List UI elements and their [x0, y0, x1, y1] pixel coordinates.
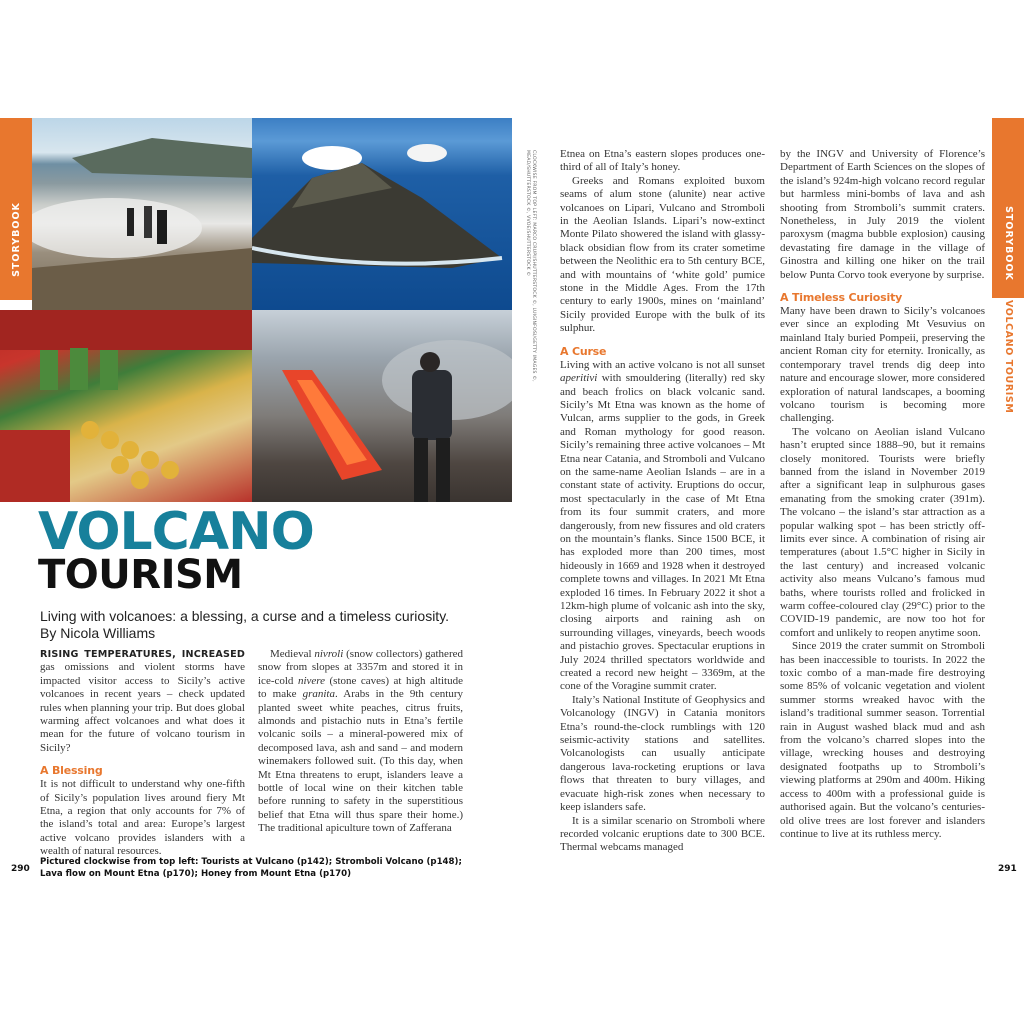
credit-line: MEAD/SHUTTERSTOCK ©, VVOE/SHUTTERSTOCK ©: [525, 150, 530, 277]
page-number-left: 290: [11, 864, 30, 874]
section-heading: A Blessing: [40, 764, 103, 778]
paragraph: [560, 694, 765, 815]
section-tab-left: [0, 118, 32, 300]
paragraph: [560, 148, 765, 175]
section-tab-right: [992, 118, 1024, 298]
text-run: Etnea on Etna’s eastern slopes produces one-third of all of Italy’s honey.: [560, 148, 765, 174]
running-section-label: [992, 300, 1024, 420]
paragraph: [780, 305, 985, 426]
text-run: It is a similar scenario on Stromboli where recorded volcanic eruptions date to 300 BCE. Thermal webcams managed: [560, 814, 765, 854]
text-column-2: [258, 648, 463, 836]
article-title-line2: TOURISM: [38, 552, 243, 598]
photo-stromboli: [252, 118, 512, 310]
tab-label: STORYBOOK: [1002, 205, 1014, 281]
section-label: VOLCANO TOURISM: [1003, 300, 1014, 414]
article-title-line1: VOLCANO: [38, 502, 314, 562]
text-column-3: [560, 148, 765, 855]
text-run: (stone caves) at high altitude to make: [258, 674, 463, 701]
paragraph: [780, 640, 985, 841]
paragraph: [40, 648, 245, 755]
photo-tourists-vulcano: [32, 118, 252, 310]
text-run: Medieval: [270, 648, 315, 660]
text-run: by the INGV and University of Florence’s Department of Earth Sciences on the slopes of the island’s 924m-high volcano record regular but harmless mini-bombs of lava and ash shooting from Stromboli’s summit craters. Nonetheless, in July 2019 the violent paroxysm (magma bubble explosion) causing devastating fire damage in the village of Ginostra and killing one hiker on the trail below Punta Corvo took everyone by surprise.: [780, 148, 985, 281]
section-heading: A Timeless Curiosity: [780, 291, 903, 305]
italic-term: nivere: [297, 674, 326, 687]
lead-in: RISING TEMPERATURES, INCREASED: [40, 649, 245, 660]
text-run: Greeks and Romans exploited buxom seams of alum stone (alunite) near active volcanoes on Lipari, Vulcano and Stromboli in the Aeolian Islands. Lipari’s now-extinct Monte Pilato showered the island with glassy-black obsidian flow from its crater sometime between the Neolithic era to 5th century BCE, and with mountains of ‘white gold’ pumice stone in the Middle Ages. From the 17th century to early 1900s, mines on ‘mainland’ Sicily provided Europe with the bulk of its sulphur.: [560, 174, 765, 335]
section-heading: A Curse: [560, 344, 607, 358]
page-number-right: 291: [998, 864, 1017, 874]
standfirst: [40, 608, 449, 642]
italic-term: granita: [302, 688, 335, 701]
italic-term: aperitivi: [560, 372, 598, 385]
photo-honey-market: [0, 310, 252, 502]
paragraph: [780, 148, 985, 282]
text-column-1: [40, 648, 245, 859]
text-run: gas omissions and violent storms have impacted visitor access to Sicily’s active volcanoes in recent years – check updated rules when planning your trip. But does global warming affect volcanoes and what does it mean for the future of volcano tourism in Sicily?: [40, 661, 245, 754]
text-run: Italy’s National Institute of Geophysics and Volcanology (INGV) in Catania monitors Etna’s round-the-clock rumblings with 120 seismic-activity stations and satellites. Volcanologists can usually anticipate dangerous lava-rocketing eruptions or lava flows that threaten to bury villages, and evacuate high-risk zones when necessary to keep islanders safe.: [560, 693, 765, 814]
photo-credits: [514, 150, 540, 382]
subtitle: Living with volcanoes: a blessing, a curse and a timeless curiosity.: [40, 608, 450, 624]
paragraph: [258, 648, 463, 836]
tab-label: STORYBOOK: [10, 201, 22, 277]
credit-line: CLOCKWISE FROM TOP LEFT: MARCO CRUPI/SHUTTERSTOCK ©, LUIGINFOSI/GETTY IMAGES ©,: [531, 150, 536, 382]
text-run: Living with an active volcano is not all sunset: [560, 358, 765, 371]
paragraph: [40, 778, 245, 858]
text-column-4: [780, 148, 985, 841]
text-run: with smouldering (literally) red sky and beach frolics on black volcanic sand. Sicily’s Mt Etna was known as the home of Vulcan, arms supplier to the gods, in Greek and Roman mythology for good reason. Sicily’s remaining three active volcanoes – Mt Etna near Catania, and Stromboli and Vulcano on the same-name Aeolian Islands – are in a constant state of activity. Eruptions do occur, most spectacularly in the case of Mt Etna from its four summit craters, and more dangerously, from new fissures and old craters on the mountain’s flanks. Since 1500 BCE, it has exploded more than 200 times, most hideously in 1669 and 1928 when it destroyed complete towns and villages. In 2021 Mt Etna exploded 16 times. In February 2022 it shot a 12km-high plume of volcanic ash into the sky, closing airports and raining ash on surrounding villages, vineyards, beech woods and pistachio groves. Spectacular eruptions in July 2024 thrilled spectators worldwide and created a record new height – 3369m, at the cone of the Voragine summit crater.: [560, 372, 765, 693]
text-run: . Arabs in the 9th century planted sweet white peaches, citrus fruits, almonds and pistachio nuts in Etna’s fertile volcanic soils – a mineral-powered mix of decomposed lava, ash and sand – and modern winemakers followed suit. (To this day, when Mt Etna threatens to erupt, islanders leave a bottle of local wine on their kitchen table before running to safety in the superstitious belief that Etna will thus spare their home.) The traditional apiculture town of Zafferana: [258, 688, 463, 835]
text-run: (snow collectors) gathered snow from slopes at 3357m and stored it in ice-cold: [258, 648, 463, 687]
text-run: The volcano on Aeolian island Vulcano hasn’t erupted since 1888–90, but it remains closely monitored. Tourists were briefly banned from the island in November 2019 after a significant leap in sulphurous gases emanating from the smoking crater (391m). The volcano – the island’s star attraction as a popular walking spot – has been strictly off-limits ever since. A combination of rising air temperatures (about 1.5°C higher in Sicily in the last century) and increased volcanic activity also means Vulcano’s famous mud baths, where tourists rolled and frolicked in warm coffee-coloured clay (29°C) prior to the COVID-19 pandemic, are now too hot for comfort and unlikely to reopen anytime soon.: [780, 425, 985, 639]
byline: By Nicola Williams: [40, 625, 156, 641]
italic-term: nivroli: [314, 648, 344, 660]
text-run: It is not difficult to understand why one-fifth of Sicily’s population lives around fiery Mt Etna, a region that only accounts for 7% of the island’s total and area: Europe’s largest active volcano provides islanders with a wealth of natural resources.: [40, 778, 245, 858]
paragraph: [560, 359, 765, 694]
paragraph: [560, 175, 765, 336]
paragraph: [780, 426, 985, 641]
text-run: Many have been drawn to Sicily’s volcanoes ever since an exploding Mt Vesuvius on mainland Italy buried Pompeii, preserving the ancient Roman city for eternity. Ironically, as contemporary travel trends dig deep into nature and encourage slower, more considered exploration of natural landscapes, a booming volcano tourism is becoming more challenging.: [780, 305, 985, 425]
photo-caption: Pictured clockwise from top left: Tourists at Vulcano (p142); Stromboli Volcano (p148); Lava flow on Mount Etna (p170); Honey from Mount Etna (p170): [40, 857, 462, 879]
paragraph: [560, 815, 765, 855]
text-run: Since 2019 the crater summit on Stromboli has been inaccessible to tourists. In 2022 the toxic combo of a man-made fire destroying some 85% of volcanic vegetation and violent summer storms wreaked havoc with the island’s traditional summer season. Torrential rain in August washed black mud and ash from the volcano’s charred slopes into the village, wrecking houses and destroying designated footpaths up to Stromboli’s viewing platforms at 290m and 400m. Hiking access to 400m with a professional guide is authorised again. But the volcano’s centuries-old olive trees are lost forever and islanders continue to live at its ruthless mercy.: [780, 640, 985, 840]
photo-lava-flow-etna: [252, 310, 512, 502]
